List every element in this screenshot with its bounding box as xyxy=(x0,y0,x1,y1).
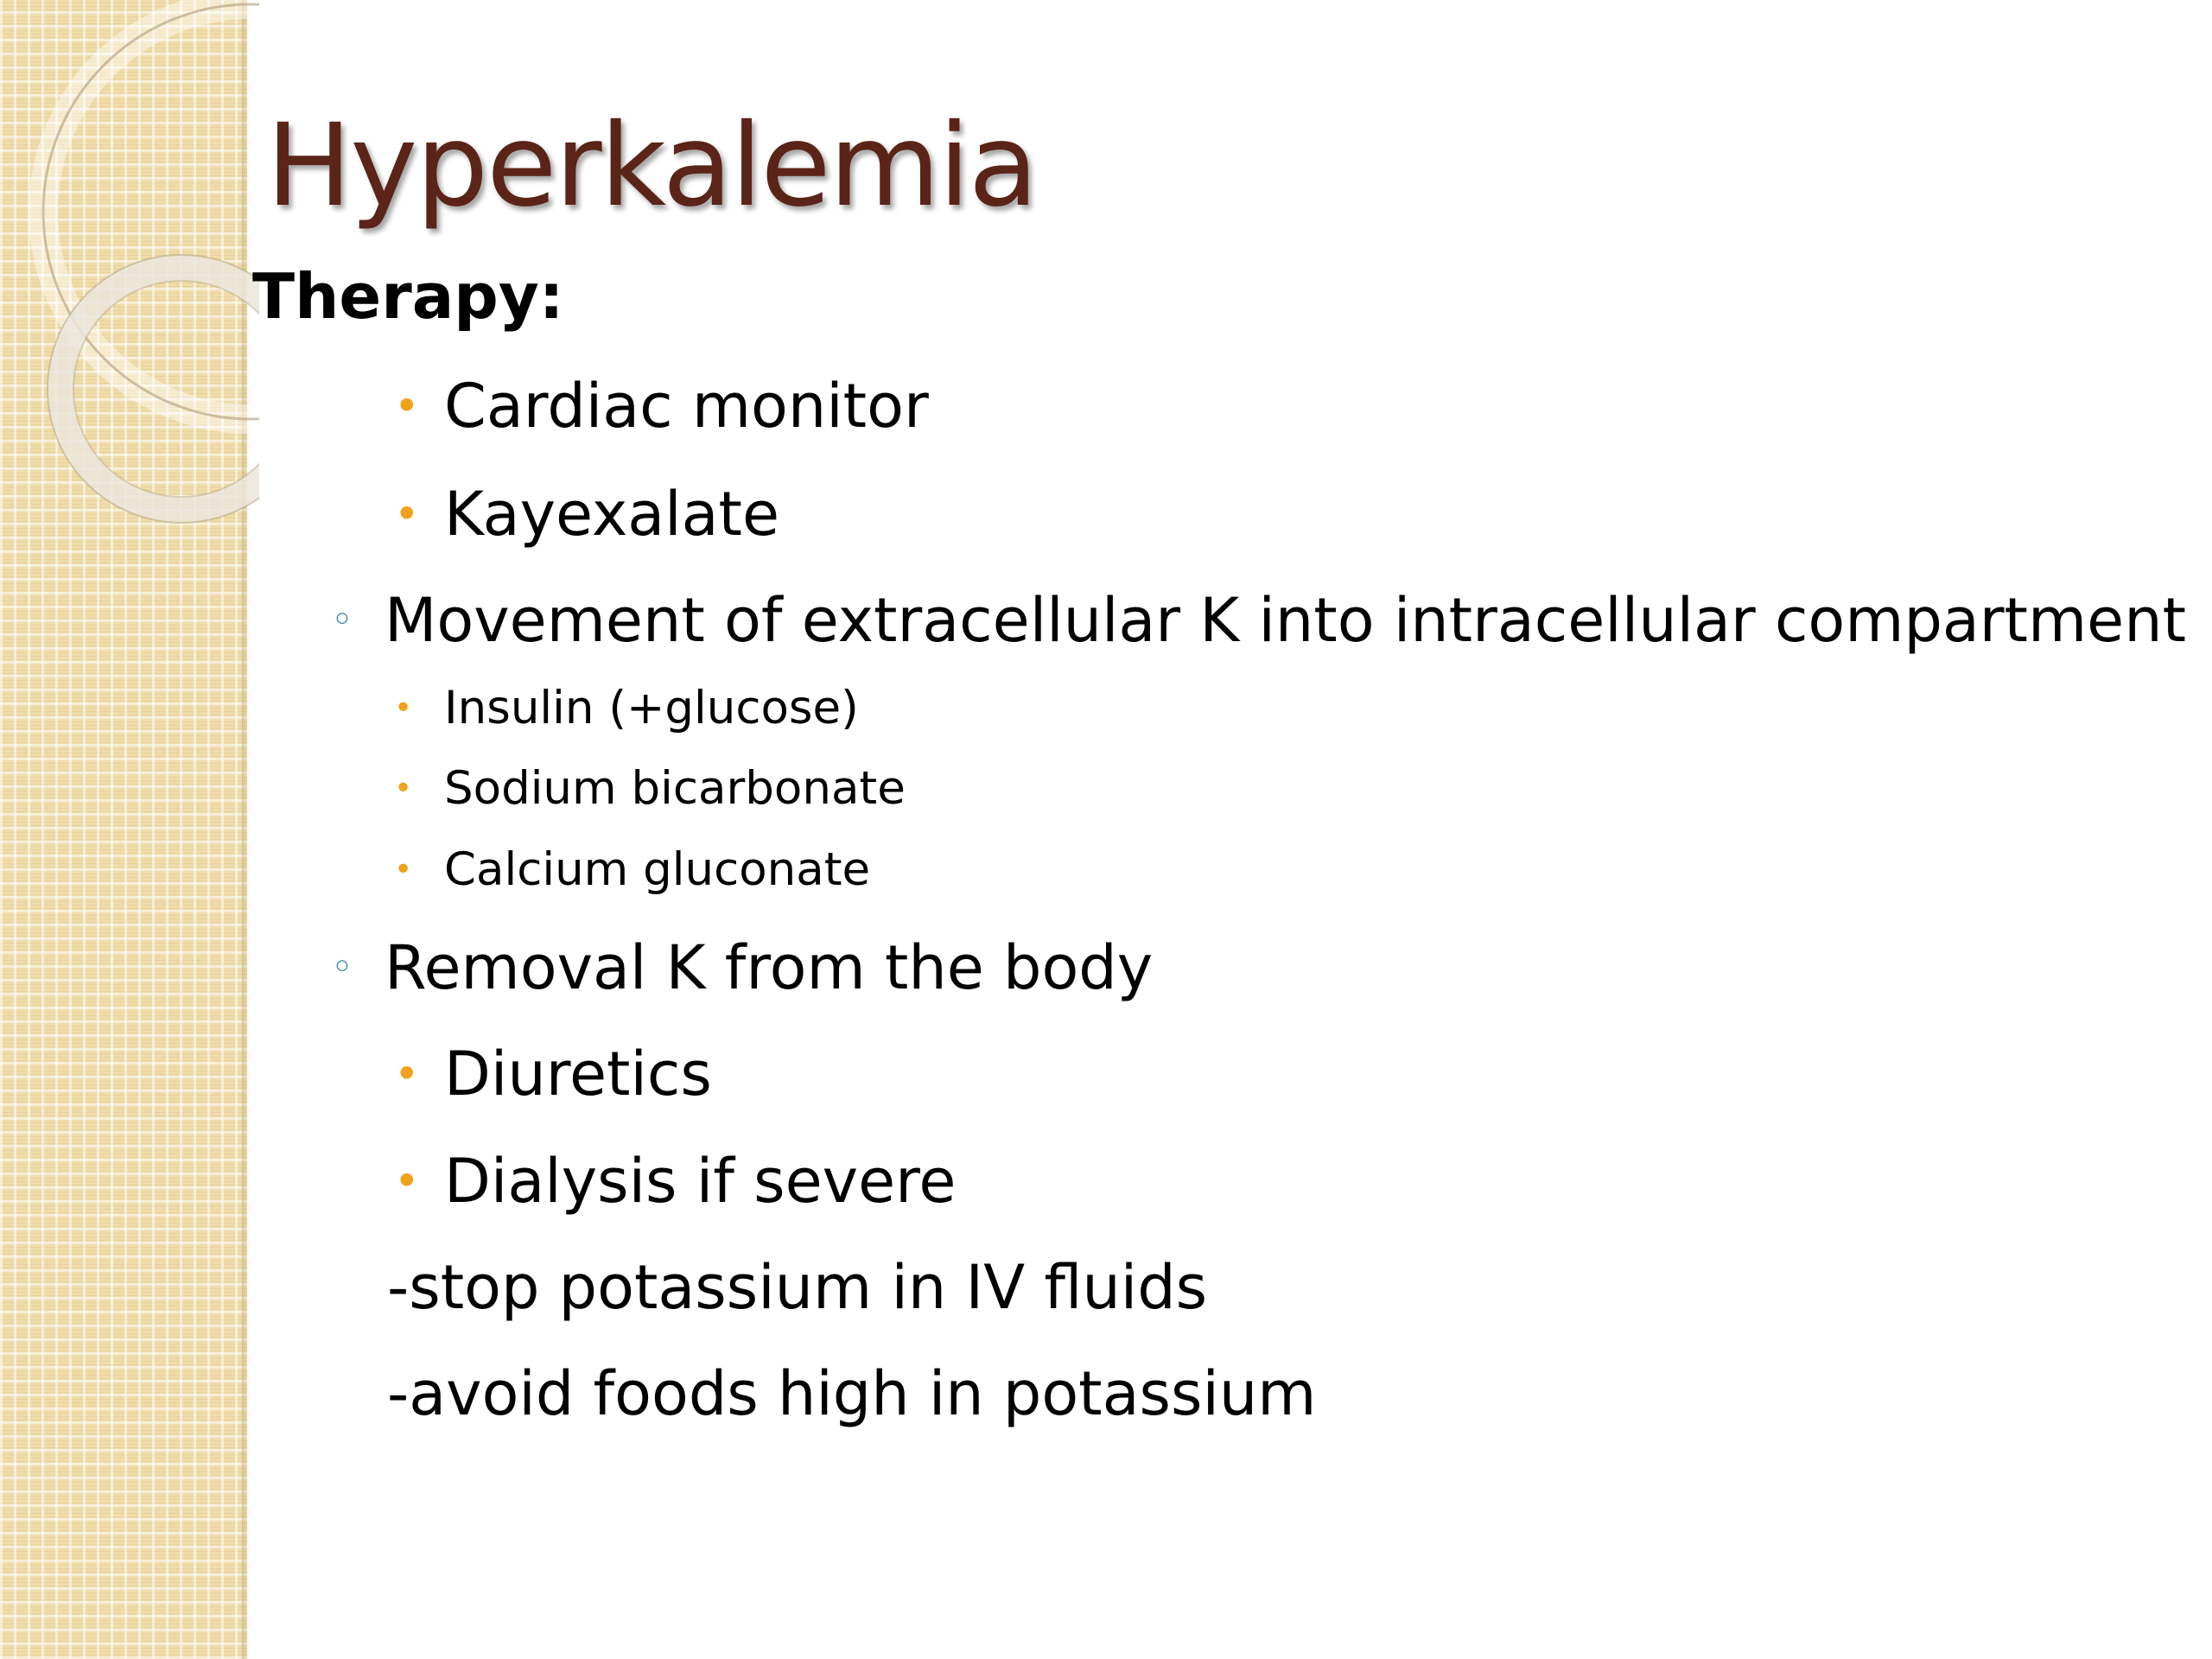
therapy-heading: Therapy: xyxy=(252,260,564,333)
note-avoid-foods: -avoid foods high in potassium xyxy=(387,1358,1317,1429)
slide-title: Hyperkalemia xyxy=(266,99,1037,232)
bullet-ring-icon: ◦ xyxy=(331,598,353,642)
bullet-removal-k xyxy=(331,929,1154,1007)
bullet-dot-icon: • xyxy=(394,381,420,431)
bullet-text: Diuretics xyxy=(444,1039,712,1109)
bullet-sodium-bicarbonate xyxy=(394,759,906,819)
bullet-dot-icon: • xyxy=(394,489,420,539)
bullet-text: Calcium gluconate xyxy=(444,843,871,896)
bullet-text: Removal K from the body xyxy=(385,932,1154,1003)
bullet-dialysis xyxy=(394,1142,957,1220)
bullet-movement-extracellular xyxy=(331,582,2187,659)
bullet-dot-icon: • xyxy=(394,1049,420,1099)
bullet-ring-icon: ◦ xyxy=(331,945,353,989)
bullet-text: Movement of extracellular K into intracellular compartment xyxy=(385,585,2187,656)
note-stop-potassium: -stop potassium in IV fluids xyxy=(387,1252,1208,1323)
bullet-text: Sodium bicarbonate xyxy=(444,762,906,815)
bullet-calcium-gluconate xyxy=(394,840,871,900)
bullet-diuretics xyxy=(394,1035,712,1113)
bullet-text: Insulin (+glucose) xyxy=(444,682,859,734)
bullet-text: Dialysis if severe xyxy=(444,1146,957,1217)
bullet-dot-icon: • xyxy=(394,1156,420,1206)
bullet-dot-icon: • xyxy=(394,852,413,887)
bullet-text: Kayexalate xyxy=(444,479,780,550)
bullet-cardiac-monitor xyxy=(394,367,929,445)
bullet-text: Cardiac monitor xyxy=(444,371,929,442)
bullet-kayexalate xyxy=(394,475,780,553)
bullet-insulin xyxy=(394,678,859,739)
bullet-dot-icon: • xyxy=(394,771,413,806)
bullet-dot-icon: • xyxy=(394,690,413,726)
